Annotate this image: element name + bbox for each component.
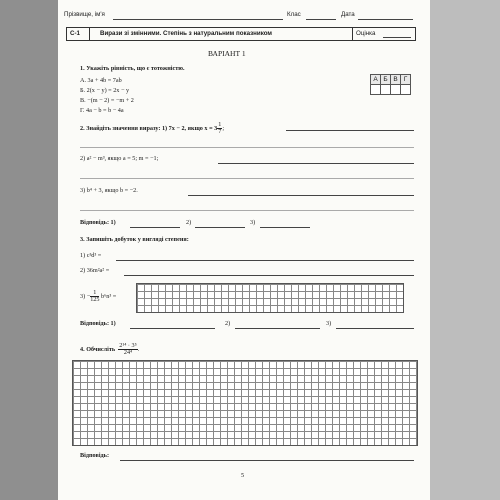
- page-number: 5: [241, 472, 245, 479]
- answer-row2-label: Відповідь: 1): [80, 320, 116, 327]
- answer-letter-a[interactable]: А: [371, 75, 381, 84]
- task3-frac-num: 1: [90, 290, 99, 297]
- task2-title-prefix: 2. Знайдіть значення виразу: 1) 7x − 2, якщо x = 3: [80, 124, 218, 132]
- task3-item3-suffix: b⁶n³ =: [101, 292, 117, 300]
- final-answer-label: Відповідь:: [80, 452, 110, 459]
- task1-title: 1. Укажіть рівність, що є тотожністю.: [80, 65, 185, 72]
- title-box: [89, 27, 353, 41]
- worksheet-page: [58, 0, 430, 500]
- task1-answer-marks[interactable]: [370, 84, 411, 95]
- surname-label: Прізвище, ім'я: [64, 11, 105, 18]
- answer-row1-label-2: 2): [186, 219, 192, 226]
- task2-answer-line-3[interactable]: [188, 195, 414, 196]
- grade-label: Оцінка: [356, 30, 376, 37]
- page-shadow: [430, 0, 500, 500]
- answer-row2-label-3: 3): [326, 320, 332, 327]
- task2-item2: 2) a² − m³, якщо a = 5; m = −1;: [80, 155, 159, 162]
- work-line[interactable]: [80, 147, 414, 148]
- grade-box: [352, 27, 416, 41]
- answer-row2-field-3[interactable]: [336, 328, 414, 329]
- work-line[interactable]: [80, 178, 414, 179]
- task3-item3: [80, 290, 116, 303]
- task3-item3-prefix: 3) −: [80, 292, 91, 300]
- answer-row2-field-1[interactable]: [130, 328, 215, 329]
- task2-frac-suffix: ;: [222, 124, 225, 132]
- task3-frac-den: 125: [90, 296, 100, 303]
- task4-work-grid[interactable]: [72, 360, 418, 446]
- task3-answer-line-2[interactable]: [124, 275, 414, 276]
- answer-row1-label: Відповідь: 1): [80, 219, 116, 226]
- task2-frac-num: 1: [218, 121, 222, 128]
- task1-option-d: Г. 4a − b = b − 4a: [80, 107, 124, 114]
- task2-answer-line-1[interactable]: [286, 130, 414, 131]
- final-answer-field[interactable]: [120, 460, 414, 461]
- task3-item2: 2) 36m²a² =: [80, 267, 110, 274]
- task4-suffix: .: [137, 345, 140, 353]
- code-text: C-1: [70, 30, 80, 37]
- worksheet-title: Вирази зі змінними. Степінь з натуральним показником: [100, 30, 272, 37]
- date-field[interactable]: [358, 19, 413, 20]
- task3-item1: 1) c³d³ =: [80, 252, 102, 259]
- task2-frac-den: 7: [218, 128, 222, 135]
- answer-letter-b[interactable]: Б: [381, 75, 391, 84]
- answer-row1-field-2[interactable]: [195, 227, 245, 228]
- task3-answer-grid[interactable]: [136, 283, 404, 313]
- task4-frac-den: 24⁴: [123, 349, 133, 356]
- task2-title: [80, 122, 224, 135]
- answer-row1-field-1[interactable]: [130, 227, 180, 228]
- task3-title: 3. Запишіть добуток у вигляді степеня:: [80, 236, 189, 243]
- date-label: Дата: [341, 11, 355, 18]
- variant-heading: ВАРІАНТ 1: [208, 49, 246, 58]
- task4-frac-num: 2¹⁴ · 3⁵: [119, 342, 137, 349]
- task1-option-a: А. 3a + 4b = 7ab: [80, 77, 122, 84]
- task4-title-text: 4. Обчисліть: [80, 345, 116, 353]
- answer-row2-field-2[interactable]: [235, 328, 320, 329]
- answer-row1-label-3: 3): [250, 219, 256, 226]
- grade-field[interactable]: [383, 37, 411, 38]
- answer-letter-d[interactable]: Г: [401, 75, 410, 84]
- task2-item3: 3) b⁴ + 3, якщо b = −2.: [80, 187, 138, 194]
- task1-option-b: Б. 2(x − y) = 2x − y: [80, 87, 130, 94]
- answer-letter-c[interactable]: В: [391, 75, 401, 84]
- work-line[interactable]: [80, 210, 414, 211]
- answer-row2-label-2: 2): [225, 320, 231, 327]
- task3-answer-line-1[interactable]: [116, 260, 414, 261]
- code-box: [66, 27, 90, 41]
- class-field[interactable]: [306, 19, 336, 20]
- task2-answer-line-2[interactable]: [218, 163, 414, 164]
- surname-field[interactable]: [113, 19, 283, 20]
- task1-option-c: В. −(m − 2) = −m + 2: [80, 97, 134, 104]
- task4-title: [80, 343, 139, 356]
- answer-row1-field-3[interactable]: [260, 227, 310, 228]
- class-label: Клас: [287, 11, 301, 18]
